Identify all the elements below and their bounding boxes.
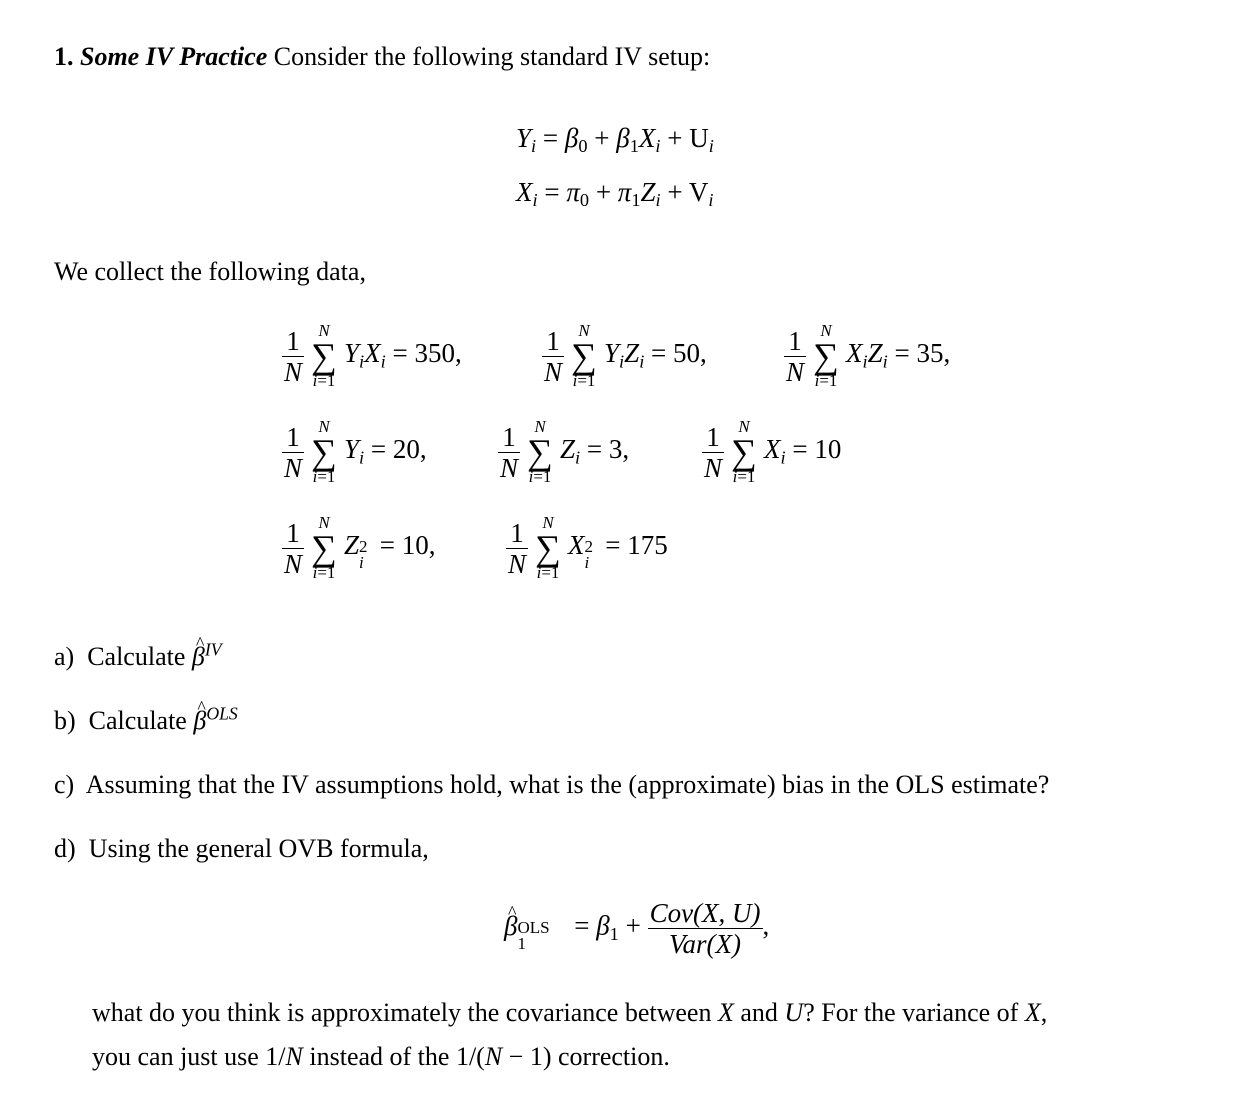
sum-y: $\frac{1}{N}$ N ∑ i=1 $Y_i = 20$, (284, 417, 427, 486)
sum-yz: $\frac{1}{N}$ N ∑ i=1 $Y_iZ_i = 50$, (544, 321, 707, 390)
sum-x: $\frac{1}{N}$ N ∑ i=1 $X_i = 10$ (704, 417, 842, 486)
followup-line-1: what do you think is approximately the covariance between X and U? For the variance of X, (92, 998, 1048, 1027)
question-b: b) Calculate ^ $\beta^{OLS}$ (54, 706, 238, 736)
question-a: a) Calculate ^ $\beta^{IV}$ (54, 642, 222, 672)
ovb-formula: ^ β OLS 1 = $\beta_1$ + $\frac{\text{Cov(X, U)}}{\text{Var(X)}}$ , (504, 898, 769, 959)
problem-title: Some IV Practice (80, 42, 268, 71)
problem-intro: Consider the following standard IV setup: (273, 42, 711, 71)
equation-y: $Y_i = \beta_0 + \beta_1X_i + U_i$ (516, 123, 714, 157)
equation-x: $X_i = \pi_0 + \pi_1Z_i + V_i$ (516, 177, 714, 211)
sum-xz: $\frac{1}{N}$ N ∑ i=1 $X_iZ_i = 35$, (786, 321, 951, 390)
sum-z: $\frac{1}{N}$ N ∑ i=1 $Z_i = 3$, (500, 417, 630, 486)
problem-number: 1. (54, 42, 74, 71)
sum-yx: $\frac{1}{N}$ N ∑ i=1 $Y_iX_i = 350$, (284, 321, 462, 390)
followup-line-2: you can just use 1/N instead of the 1/(N − 1) correction. (92, 1042, 670, 1071)
data-intro: We collect the following data, (54, 257, 366, 286)
question-d: d) Using the general OVB formula, (54, 834, 429, 863)
sum-x-squared: $\frac{1}{N}$ N ∑ i=1 X 2 i = 175 (508, 513, 668, 582)
question-c: c) Assuming that the IV assumptions hold, what is the (approximate) bias in the OLS estimate? (54, 770, 1050, 799)
sum-z-squared: $\frac{1}{N}$ N ∑ i=1 Z 2 i = 10, (284, 513, 436, 582)
problem-heading (54, 42, 710, 72)
